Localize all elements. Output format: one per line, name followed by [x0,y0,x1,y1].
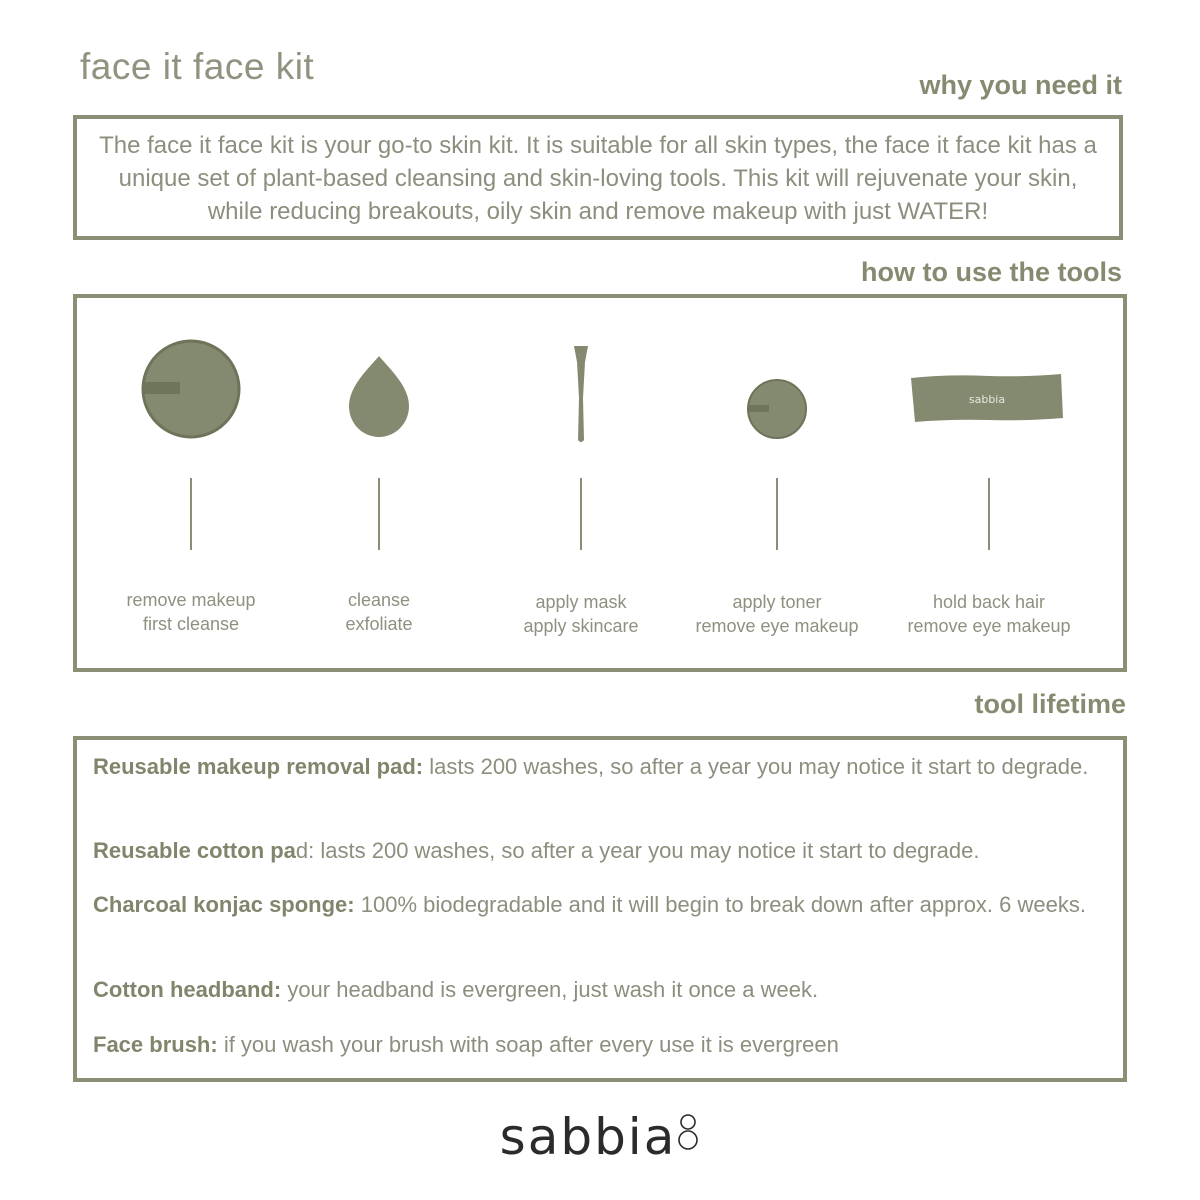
brand-logo: sabbia [0,1108,1200,1166]
connector-line [378,478,380,550]
connector-line [190,478,192,550]
connector-line [580,478,582,550]
headband-icon [909,298,1069,478]
tool-label: cleanse exfoliate [345,590,413,634]
tools-box [73,294,1127,672]
tool-label: hold back hair remove eye makeup [907,592,1071,636]
page-title: face it face kit [80,46,315,87]
tool-label: apply mask apply skincare [523,592,639,636]
lifetime-heading: tool lifetime [974,689,1126,719]
tool-headband [907,298,1200,668]
cotton-pad-icon [737,298,817,478]
makeup-removal-pad-icon [141,298,361,478]
headband-brand-text: sabbia [968,393,1006,406]
connector-line [988,478,990,550]
lifetime-item: Charcoal konjac sponge: 100% biodegradable and it will begin to break down after approx. 6 weeks. [93,892,1086,917]
lifetime-item: Face brush: if you wash your brush with soap after every use it is evergreen [93,1032,839,1057]
tool-label: remove makeup first cleanse [126,590,256,634]
lifetime-item: Reusable makeup removal pad: lasts 200 washes, so after a year you may notice it start to degrade. [93,754,1089,779]
lifetime-item: Reusable cotton pad: lasts 200 washes, so after a year you may notice it start to degrade. [93,838,980,863]
why-heading: why you need it [919,70,1122,100]
how-heading: how to use the tools [861,257,1122,287]
intro-text: The face it face kit is your go-to skin kit. It is suitable for all skin types, the face it face kit has a unique set of plant-based cleansing and skin-loving tools. This kit will rejuvenate your skin, while reducing breakouts, oily skin and remove makeup with just WATER! [99,132,1097,225]
intro-box [73,115,1123,240]
lifetime-box [73,736,1127,1082]
brand-mark-icon [678,1108,700,1154]
face-brush-icon [561,298,601,478]
konjac-sponge-icon [339,298,419,478]
lifetime-item: Cotton headband: your headband is evergreen, just wash it once a week. [93,977,819,1002]
connector-line [776,478,778,550]
tool-label: apply toner remove eye makeup [695,592,859,636]
